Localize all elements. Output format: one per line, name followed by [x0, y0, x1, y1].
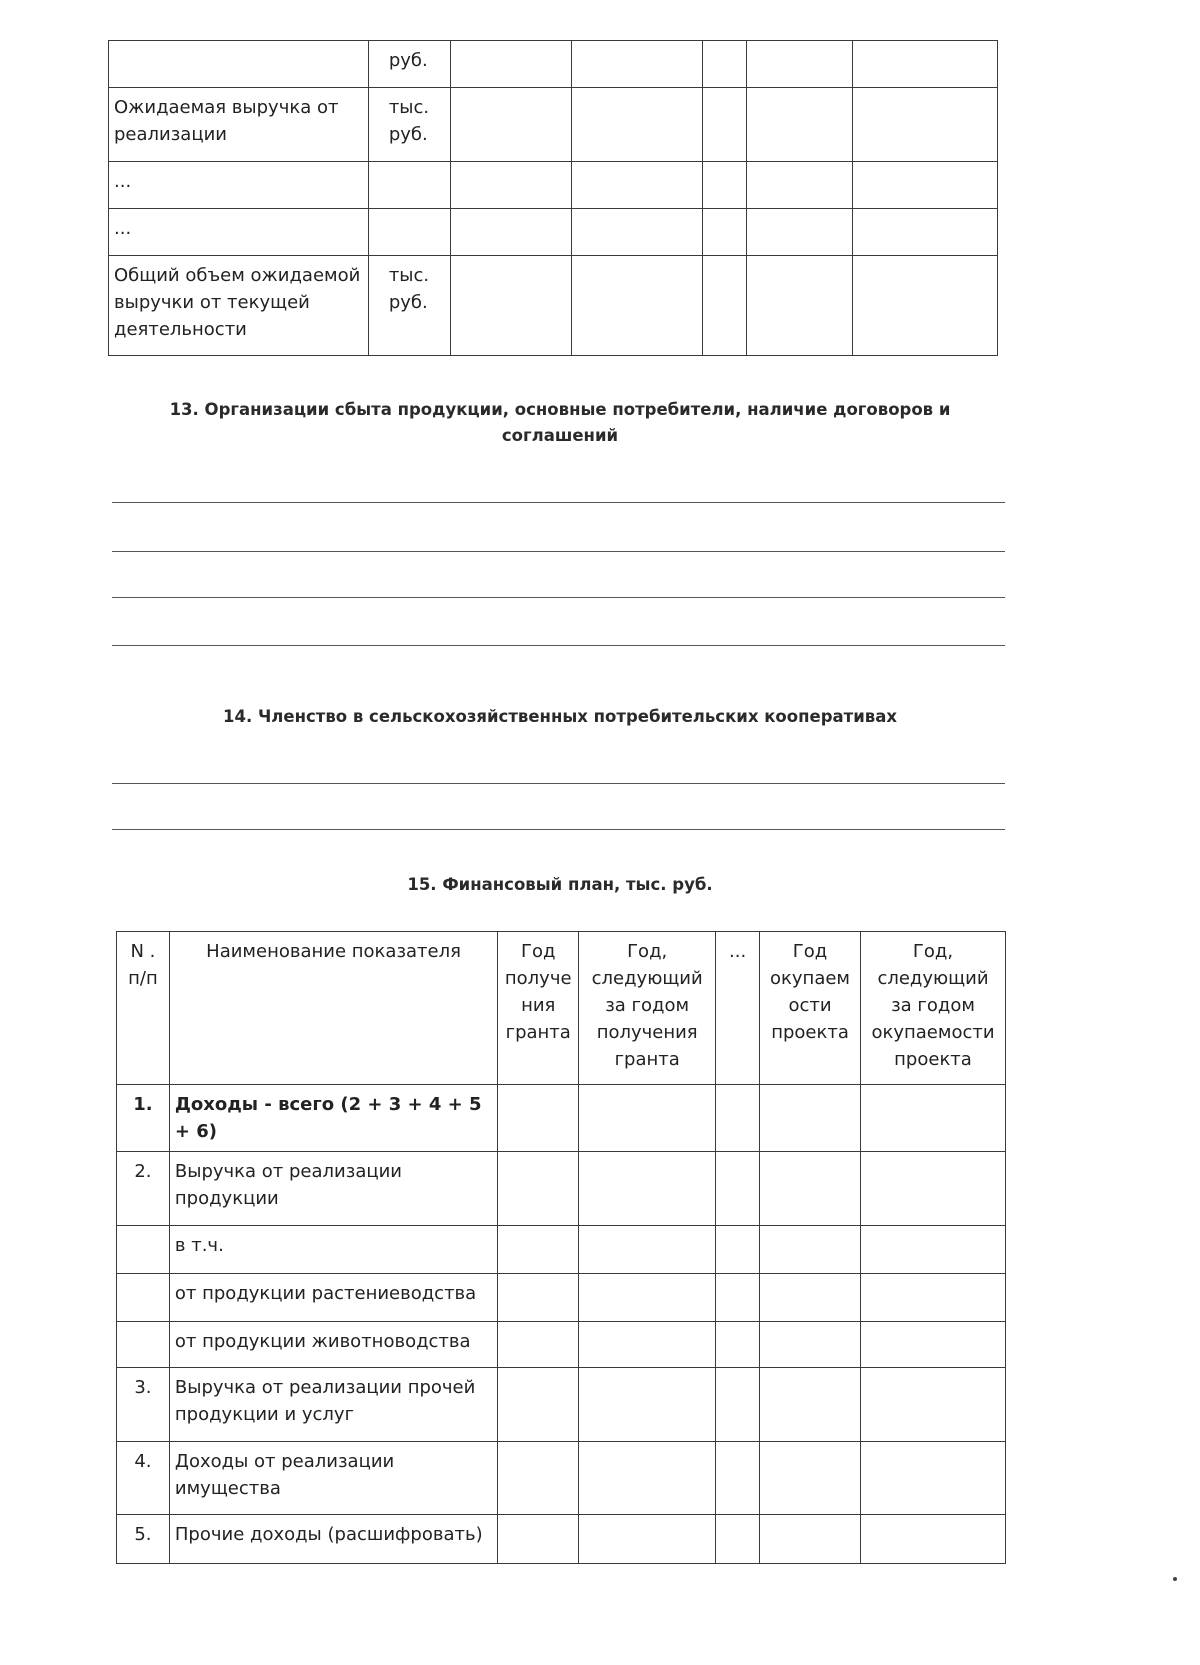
row-name: Доходы от реализации имущества	[169, 1442, 497, 1515]
value-cell	[579, 1274, 716, 1322]
table-row	[109, 162, 998, 209]
value-cell	[571, 162, 703, 209]
financial-plan-table	[116, 931, 1006, 1564]
value-cell	[716, 1226, 760, 1274]
value-cell	[716, 1085, 760, 1152]
blank-line	[112, 502, 1005, 503]
value-cell	[716, 1368, 760, 1442]
value-cell	[703, 256, 747, 356]
row-unit: руб.	[368, 41, 450, 88]
value-cell	[760, 1085, 861, 1152]
value-cell	[498, 1515, 579, 1564]
value-cell	[861, 1442, 1006, 1515]
value-cell	[861, 1368, 1006, 1442]
blank-line	[112, 597, 1005, 598]
table-row	[117, 1226, 1006, 1274]
value-cell	[861, 1226, 1006, 1274]
row-label: Общий объем ожидаемой выручки от текущей деятельности	[109, 256, 369, 356]
value-cell	[716, 1442, 760, 1515]
value-cell	[450, 41, 571, 88]
value-cell	[498, 1442, 579, 1515]
value-cell	[450, 162, 571, 209]
row-unit	[368, 209, 450, 256]
value-cell	[747, 88, 853, 162]
row-name: от продукции животноводства	[169, 1322, 497, 1368]
row-unit: тыс. руб.	[368, 88, 450, 162]
header-num: N . п/п	[117, 932, 170, 1085]
table-row	[109, 209, 998, 256]
row-name: от продукции растениеводства	[169, 1274, 497, 1322]
row-name: Выручка от реализации прочей продукции и услуг	[169, 1368, 497, 1442]
table-row	[109, 88, 998, 162]
table-row	[117, 1274, 1006, 1322]
value-cell	[760, 1152, 861, 1226]
value-cell	[498, 1085, 579, 1152]
value-cell	[498, 1274, 579, 1322]
section-14-title: 14. Членство в сельскохозяйственных потребительских кооперативах	[223, 707, 897, 726]
value-cell	[747, 209, 853, 256]
value-cell	[760, 1274, 861, 1322]
blank-line	[112, 829, 1005, 830]
table-row	[117, 1322, 1006, 1368]
value-cell	[571, 41, 703, 88]
value-cell	[579, 1152, 716, 1226]
value-cell	[716, 1152, 760, 1226]
table-row	[117, 1085, 1006, 1152]
value-cell	[760, 1226, 861, 1274]
blank-line	[112, 783, 1005, 784]
value-cell	[760, 1368, 861, 1442]
header-col5: Год, следующий за годом окупаемости проекта	[861, 932, 1006, 1085]
value-cell	[747, 256, 853, 356]
value-cell	[579, 1515, 716, 1564]
header-col2: Год, следующий за годом получения гранта	[579, 932, 716, 1085]
value-cell	[716, 1322, 760, 1368]
value-cell	[760, 1322, 861, 1368]
value-cell	[861, 1152, 1006, 1226]
value-cell	[498, 1226, 579, 1274]
value-cell	[760, 1442, 861, 1515]
row-num: 3.	[117, 1368, 170, 1442]
value-cell	[571, 88, 703, 162]
header-col4: Год окупаем ости проекта	[760, 932, 861, 1085]
row-label: ...	[109, 209, 369, 256]
value-cell	[498, 1152, 579, 1226]
scan-speck	[1173, 1577, 1177, 1581]
value-cell	[853, 209, 998, 256]
row-name: Прочие доходы (расшифровать)	[169, 1515, 497, 1564]
row-num: 4.	[117, 1442, 170, 1515]
row-num: 2.	[117, 1152, 170, 1226]
table-header-row	[117, 932, 1006, 1085]
value-cell	[716, 1515, 760, 1564]
header-col3: ...	[716, 932, 760, 1085]
value-cell	[853, 88, 998, 162]
value-cell	[579, 1226, 716, 1274]
value-cell	[450, 88, 571, 162]
value-cell	[571, 256, 703, 356]
value-cell	[861, 1085, 1006, 1152]
value-cell	[703, 162, 747, 209]
value-cell	[450, 209, 571, 256]
table-row	[117, 1442, 1006, 1515]
row-label	[109, 41, 369, 88]
value-cell	[853, 256, 998, 356]
value-cell	[853, 162, 998, 209]
row-name: Выручка от реализации продукции	[169, 1152, 497, 1226]
revenue-table	[108, 40, 998, 356]
value-cell	[498, 1322, 579, 1368]
value-cell	[760, 1515, 861, 1564]
value-cell	[571, 209, 703, 256]
section-13-title: 13. Организации сбыта продукции, основные потребители, наличие договоров и соглашений	[169, 400, 951, 445]
value-cell	[579, 1442, 716, 1515]
value-cell	[716, 1274, 760, 1322]
value-cell	[579, 1322, 716, 1368]
value-cell	[703, 41, 747, 88]
table-row	[117, 1368, 1006, 1442]
value-cell	[579, 1368, 716, 1442]
value-cell	[450, 256, 571, 356]
value-cell	[579, 1085, 716, 1152]
row-label: ...	[109, 162, 369, 209]
value-cell	[703, 209, 747, 256]
value-cell	[861, 1515, 1006, 1564]
header-col1: Год получе ния гранта	[498, 932, 579, 1085]
row-num: 1.	[117, 1085, 170, 1152]
row-label: Ожидаемая выручка от реализации	[109, 88, 369, 162]
row-unit: тыс. руб.	[368, 256, 450, 356]
row-num: 5.	[117, 1515, 170, 1564]
value-cell	[703, 88, 747, 162]
value-cell	[861, 1274, 1006, 1322]
value-cell	[853, 41, 998, 88]
row-name: в т.ч.	[169, 1226, 497, 1274]
value-cell	[747, 162, 853, 209]
blank-line	[112, 551, 1005, 552]
row-unit	[368, 162, 450, 209]
section-15-title: 15. Финансовый план, тыс. руб.	[407, 875, 713, 894]
row-num	[117, 1322, 170, 1368]
table-row	[109, 41, 998, 88]
row-num	[117, 1274, 170, 1322]
blank-line	[112, 645, 1005, 646]
table-row	[117, 1515, 1006, 1564]
table-row	[117, 1152, 1006, 1226]
row-name: Доходы - всего (2 + 3 + 4 + 5 + 6)	[169, 1085, 497, 1152]
value-cell	[861, 1322, 1006, 1368]
row-num	[117, 1226, 170, 1274]
value-cell	[747, 41, 853, 88]
value-cell	[498, 1368, 579, 1442]
header-name: Наименование показателя	[169, 932, 497, 1085]
table-row	[109, 256, 998, 356]
